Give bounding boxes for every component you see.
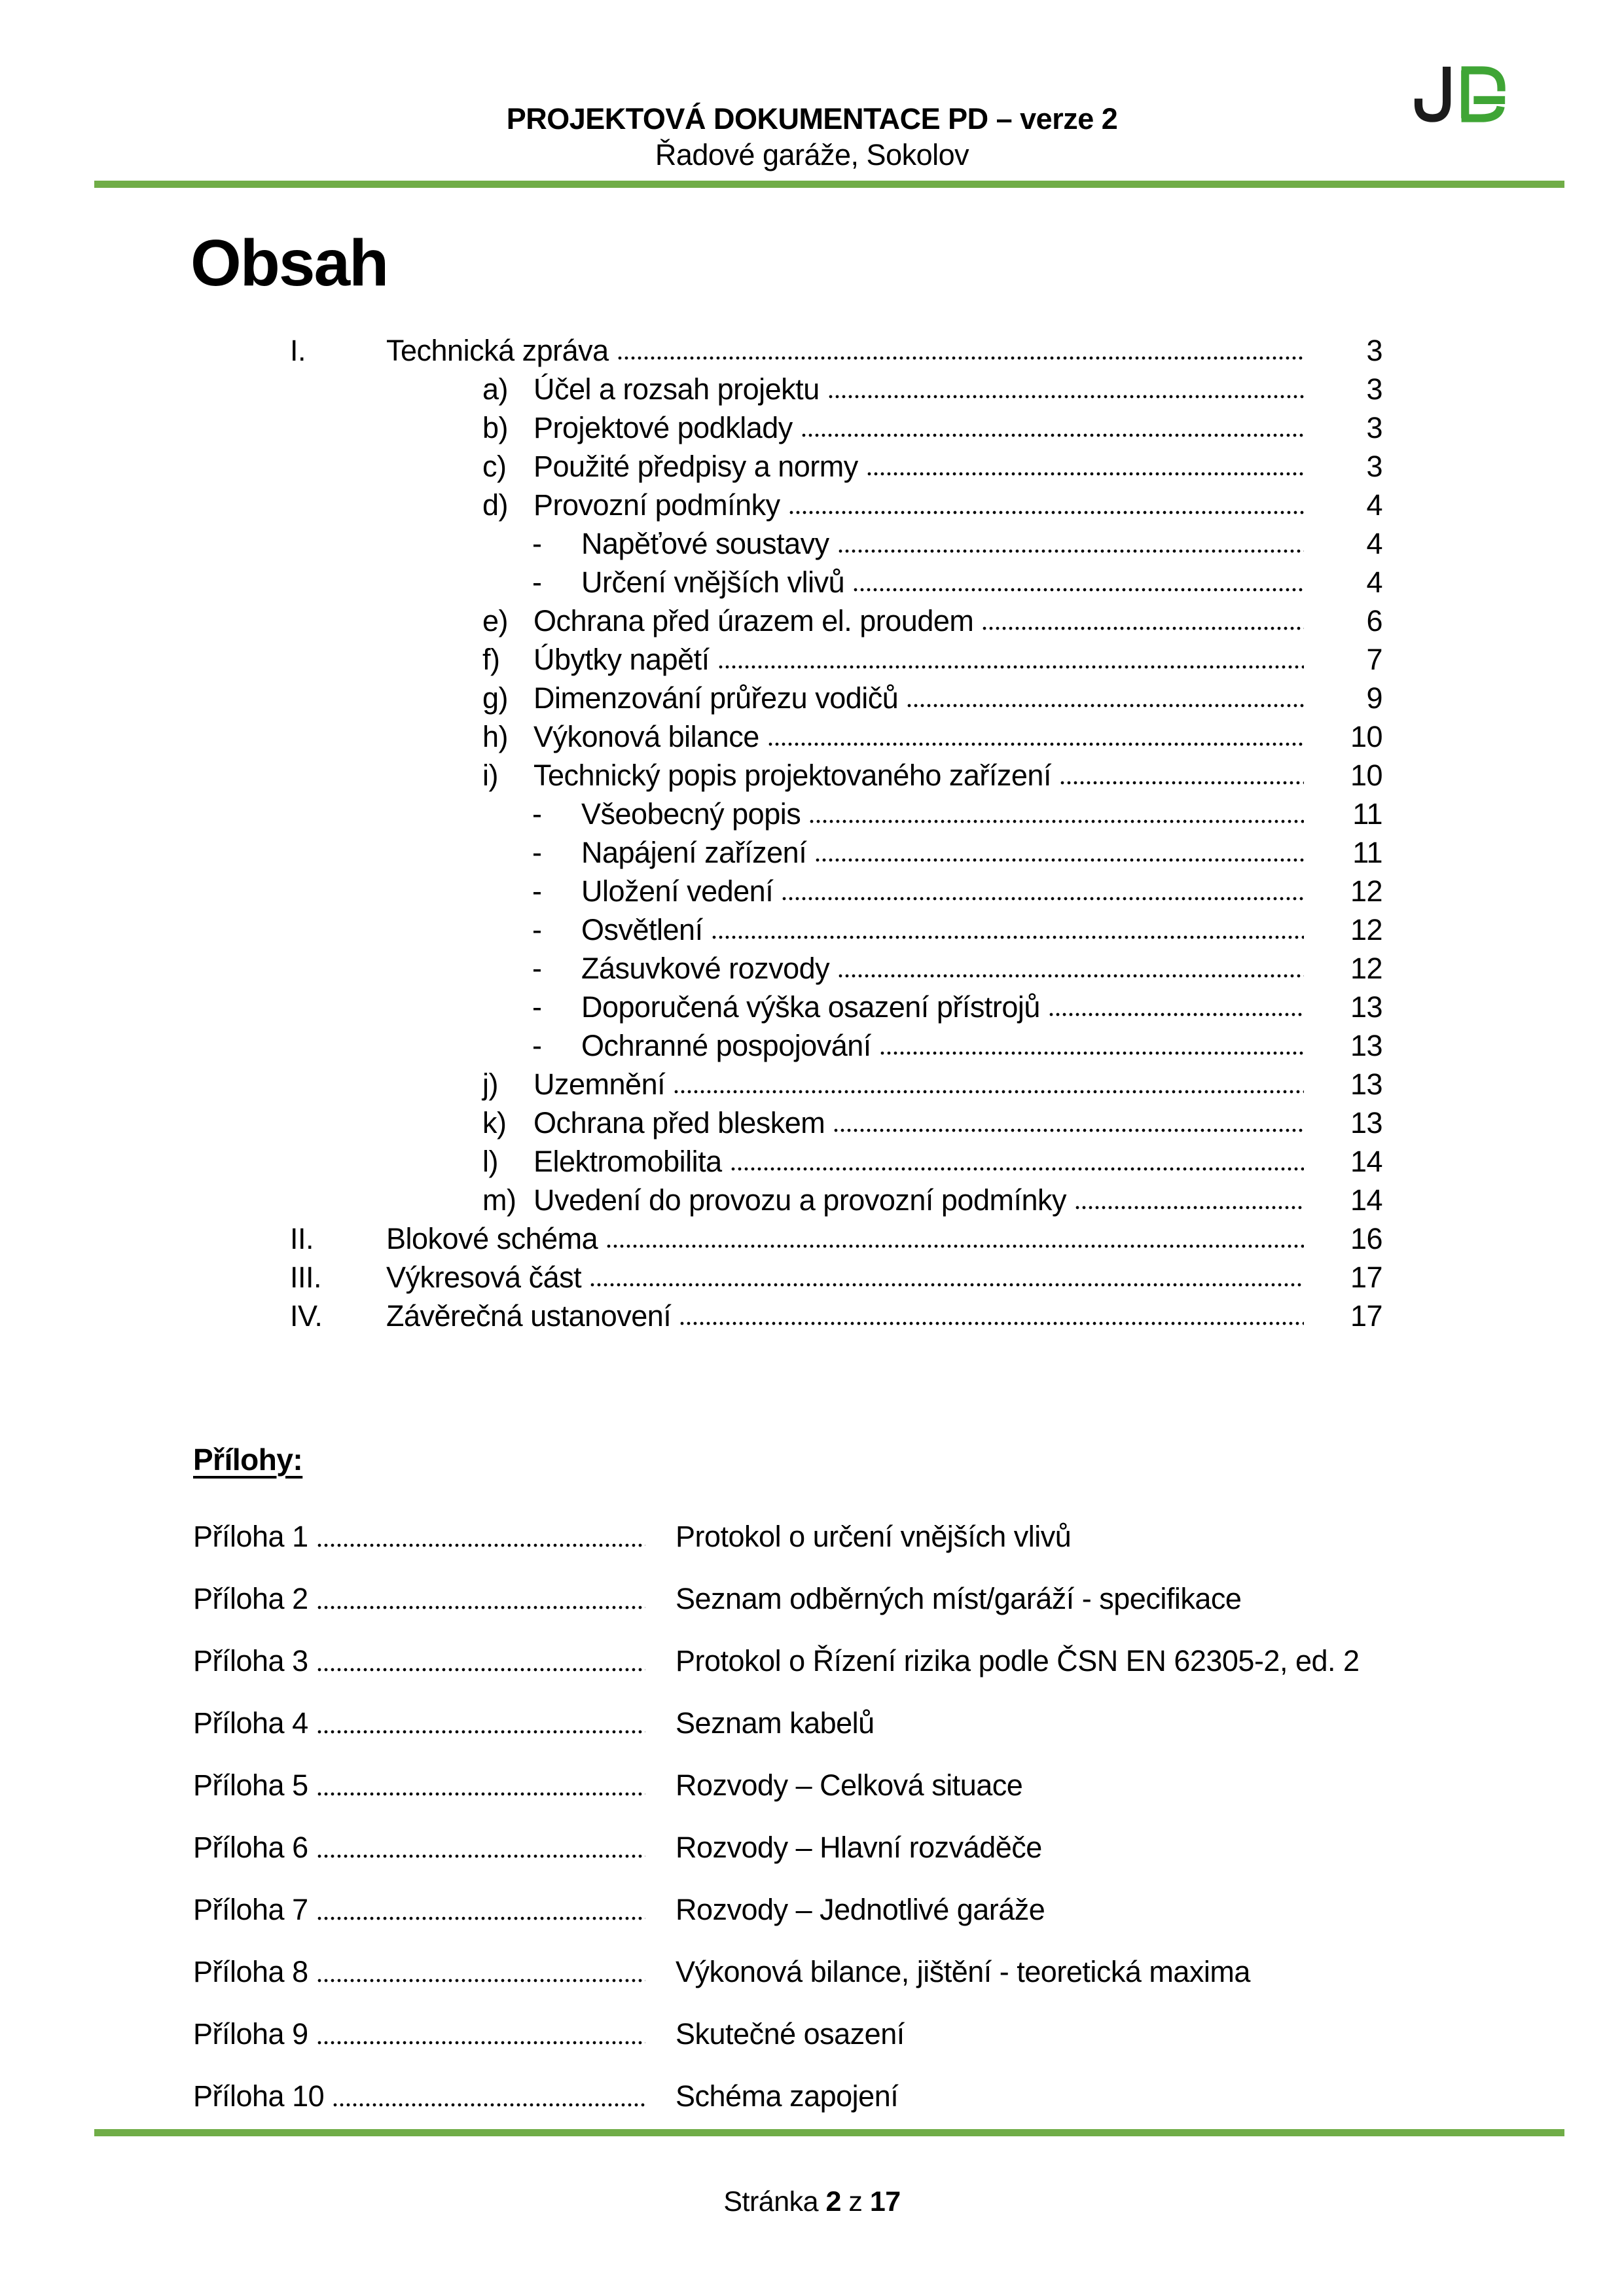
- attachment-description: Protokol o Řízení rizika podle ČSN EN 62305-2, ed. 2: [676, 1644, 1360, 1677]
- dot-leader: [607, 1242, 1304, 1250]
- toc-entry: [0, 486, 1624, 524]
- attachment-row: [0, 1505, 1624, 1568]
- toc-entry-label: -: [532, 913, 542, 946]
- toc-entry-title: Účel a rozsah projektu: [533, 372, 820, 406]
- dot-leader: [317, 1541, 645, 1549]
- attachment-row: [0, 1630, 1624, 1692]
- dot-leader: [333, 2101, 645, 2109]
- attachment-row: [0, 1878, 1624, 1941]
- toc-page-number: 13: [1350, 990, 1382, 1024]
- toc-entry: [0, 447, 1624, 486]
- toc-entry-label: -: [532, 836, 542, 869]
- toc-entry-title: Ochranné pospojování: [581, 1029, 871, 1062]
- toc-entry-label: g): [482, 681, 509, 715]
- dot-leader: [839, 972, 1304, 980]
- dot-leader: [317, 1790, 645, 1798]
- toc-entry: [0, 1103, 1624, 1142]
- toc-page-number: 4: [1366, 488, 1382, 522]
- attachment-row: [0, 1754, 1624, 1816]
- toc-page-number: 17: [1350, 1261, 1382, 1294]
- attachment-label: Příloha 7: [193, 1893, 308, 1926]
- dot-leader: [317, 1728, 645, 1736]
- toc-page-number: 3: [1366, 411, 1382, 444]
- toc-entry: [0, 1258, 1624, 1297]
- toc-entry: [0, 601, 1624, 640]
- dot-leader: [1060, 779, 1304, 787]
- toc-entry-title: Uvedení do provozu a provozní podmínky: [533, 1183, 1066, 1217]
- toc-page-number: 17: [1350, 1299, 1382, 1333]
- toc-page-number: 13: [1350, 1029, 1382, 1062]
- dot-leader: [618, 354, 1304, 362]
- toc-page-number: 7: [1366, 643, 1382, 676]
- toc-page-number: 14: [1350, 1145, 1382, 1178]
- toc-page-number: 13: [1350, 1067, 1382, 1101]
- toc-entry-title: Použité předpisy a normy: [533, 450, 858, 483]
- toc-page-number: 3: [1366, 372, 1382, 406]
- toc-entry-label: IV.: [290, 1299, 323, 1333]
- dot-leader: [880, 1049, 1304, 1057]
- attachment-label: Příloha 8: [193, 1955, 308, 1988]
- dot-leader: [731, 1165, 1304, 1173]
- toc-page-number: 12: [1350, 874, 1382, 908]
- toc-entry: [0, 1219, 1624, 1258]
- toc-entry-label: h): [482, 720, 509, 753]
- attachment-label: Příloha 1: [193, 1520, 308, 1553]
- attachment-description: Rozvody – Celková situace: [676, 1768, 1023, 1802]
- toc-entry-title: Výkonová bilance: [533, 720, 759, 753]
- toc-entry-title: Elektromobilita: [533, 1145, 722, 1178]
- toc-entry-label: I.: [290, 334, 306, 367]
- toc-entry-title: Blokové schéma: [386, 1222, 598, 1255]
- toc-page-number: 4: [1366, 565, 1382, 599]
- dot-leader: [829, 393, 1304, 401]
- toc-entry: [0, 679, 1624, 717]
- attachments-list: [0, 1505, 1624, 2127]
- toc-page-number: 12: [1350, 952, 1382, 985]
- attachment-description: Seznam kabelů: [676, 1706, 875, 1740]
- attachment-row: [0, 1941, 1624, 2003]
- toc-entry-title: Projektové podklady: [533, 411, 793, 444]
- toc-entry-label: e): [482, 604, 509, 637]
- toc-entry-label: -: [532, 990, 542, 1024]
- dot-leader: [317, 1852, 645, 1860]
- dot-leader: [907, 702, 1304, 709]
- dot-leader: [317, 1914, 645, 1922]
- toc-entry: [0, 833, 1624, 872]
- attachment-label: Příloha 9: [193, 2017, 308, 2051]
- attachment-description: Protokol o určení vnějších vlivů: [676, 1520, 1072, 1553]
- dot-leader: [854, 586, 1304, 594]
- table-of-contents: [0, 331, 1624, 1335]
- toc-entry-title: Provozní podmínky: [533, 488, 780, 522]
- toc-page-number: 16: [1350, 1222, 1382, 1255]
- footer-divider: [94, 2129, 1564, 2136]
- dot-leader: [867, 470, 1304, 478]
- toc-entry-title: Uzemnění: [533, 1067, 666, 1101]
- attachment-label: Příloha 10: [193, 2079, 325, 2113]
- dot-leader: [317, 2039, 645, 2047]
- toc-entry-title: Technický popis projektovaného zařízení: [533, 759, 1051, 792]
- toc-entry: [0, 370, 1624, 408]
- toc-entry-title: Uložení vedení: [581, 874, 774, 908]
- toc-entry-title: Ochrana před úrazem el. proudem: [533, 604, 974, 637]
- toc-entry-title: Úbytky napětí: [533, 643, 710, 676]
- footer-current-page: 2: [825, 2186, 841, 2217]
- attachment-description: Rozvody – Hlavní rozváděče: [676, 1831, 1042, 1864]
- toc-page-number: 12: [1350, 913, 1382, 946]
- dot-leader: [1049, 1011, 1304, 1018]
- toc-entry-title: Zásuvkové rozvody: [581, 952, 830, 985]
- attachment-row: [0, 1692, 1624, 1754]
- attachment-description: Seznam odběrných míst/garáží - specifikace: [676, 1582, 1242, 1615]
- toc-entry: [0, 640, 1624, 679]
- toc-entry-label: -: [532, 874, 542, 908]
- toc-entry-title: Dimenzování průřezu vodičů: [533, 681, 899, 715]
- attachment-row: [0, 1816, 1624, 1878]
- toc-entry-title: Osvětlení: [581, 913, 703, 946]
- attachment-label: Příloha 5: [193, 1768, 308, 1802]
- toc-entry: [0, 795, 1624, 833]
- header-divider: [94, 181, 1564, 188]
- toc-page-number: 10: [1350, 720, 1382, 753]
- dot-leader: [590, 1281, 1304, 1289]
- toc-entry: [0, 949, 1624, 988]
- toc-page-number: 4: [1366, 527, 1382, 560]
- toc-page-number: 10: [1350, 759, 1382, 792]
- attachment-description: Rozvody – Jednotlivé garáže: [676, 1893, 1045, 1926]
- toc-entry-title: Závěrečná ustanovení: [386, 1299, 672, 1333]
- toc-entry-label: a): [482, 372, 509, 406]
- dot-leader: [680, 1319, 1304, 1327]
- toc-page-number: 13: [1350, 1106, 1382, 1139]
- toc-entry: [0, 563, 1624, 601]
- dot-leader: [816, 856, 1304, 864]
- dot-leader: [317, 1604, 645, 1611]
- dot-leader: [317, 1666, 645, 1674]
- toc-entry-title: Napěťové soustavy: [581, 527, 829, 560]
- dot-leader: [719, 663, 1304, 671]
- attachment-row: [0, 2065, 1624, 2127]
- toc-entry-label: j): [482, 1067, 498, 1101]
- toc-page-number: 3: [1366, 334, 1382, 367]
- attachment-description: Schéma zapojení: [676, 2079, 899, 2113]
- toc-entry: [0, 1142, 1624, 1181]
- attachment-label: Příloha 6: [193, 1831, 308, 1864]
- toc-page-number: 6: [1366, 604, 1382, 637]
- toc-entry: [0, 717, 1624, 756]
- toc-entry-title: Ochrana před bleskem: [533, 1106, 825, 1139]
- dot-leader: [834, 1126, 1304, 1134]
- document-subtitle: Řadové garáže, Sokolov: [655, 138, 969, 171]
- page-number-footer: [0, 2186, 1624, 2218]
- attachment-description: Výkonová bilance, jištění - teoretická maxima: [676, 1955, 1250, 1988]
- footer-separator: z: [848, 2186, 863, 2217]
- toc-entry: [0, 756, 1624, 795]
- dot-leader: [839, 547, 1304, 555]
- dot-leader: [782, 895, 1304, 903]
- toc-entry-label: -: [532, 565, 542, 599]
- toc-page-number: 9: [1366, 681, 1382, 715]
- footer-label: Stránka: [723, 2186, 819, 2217]
- toc-entry: [0, 1065, 1624, 1103]
- toc-entry: [0, 1026, 1624, 1065]
- toc-entry-title: Napájení zařízení: [581, 836, 807, 869]
- toc-entry-label: f): [482, 643, 500, 676]
- company-logo-icon: [1409, 63, 1507, 126]
- attachment-label: Příloha 2: [193, 1582, 308, 1615]
- dot-leader: [317, 1977, 645, 1984]
- attachments-heading: Přílohy:: [193, 1443, 303, 1477]
- attachment-row: [0, 1568, 1624, 1630]
- dot-leader: [789, 509, 1304, 516]
- attachment-label: Příloha 3: [193, 1644, 308, 1677]
- toc-entry-label: b): [482, 411, 509, 444]
- toc-heading: Obsah: [190, 226, 388, 300]
- dot-leader: [802, 431, 1304, 439]
- toc-entry-label: k): [482, 1106, 507, 1139]
- footer-total-pages: 17: [869, 2186, 901, 2217]
- toc-page-number: 14: [1350, 1183, 1382, 1217]
- toc-entry-label: c): [482, 450, 507, 483]
- dot-leader: [983, 624, 1304, 632]
- toc-entry-title: Doporučená výška osazení přístrojů: [581, 990, 1040, 1024]
- toc-entry-label: -: [532, 1029, 542, 1062]
- toc-entry: [0, 910, 1624, 949]
- toc-entry: [0, 1297, 1624, 1335]
- document-title: PROJEKTOVÁ DOKUMENTACE PD – verze 2: [506, 102, 1118, 135]
- toc-entry-title: Určení vnějších vlivů: [581, 565, 845, 599]
- toc-entry: [0, 988, 1624, 1026]
- toc-entry-label: -: [532, 952, 542, 985]
- toc-entry: [0, 331, 1624, 370]
- toc-entry-label: d): [482, 488, 509, 522]
- toc-entry-label: l): [482, 1145, 498, 1178]
- toc-entry-label: III.: [290, 1261, 322, 1294]
- attachment-description: Skutečné osazení: [676, 2017, 905, 2051]
- toc-entry-title: Všeobecný popis: [581, 797, 801, 831]
- toc-entry: [0, 524, 1624, 563]
- dot-leader: [810, 817, 1304, 825]
- toc-entry-label: -: [532, 527, 542, 560]
- toc-entry-label: II.: [290, 1222, 314, 1255]
- dot-leader: [674, 1088, 1304, 1096]
- attachment-label: Příloha 4: [193, 1706, 308, 1740]
- toc-page-number: 11: [1352, 836, 1382, 869]
- toc-page-number: 3: [1366, 450, 1382, 483]
- toc-entry-label: i): [482, 759, 498, 792]
- toc-entry: [0, 872, 1624, 910]
- toc-page-number: 11: [1352, 797, 1382, 831]
- toc-entry: [0, 408, 1624, 447]
- dot-leader: [712, 933, 1304, 941]
- toc-entry-title: Výkresová část: [386, 1261, 582, 1294]
- toc-entry-label: -: [532, 797, 542, 831]
- dot-leader: [768, 740, 1304, 748]
- toc-entry-label: m): [482, 1183, 516, 1217]
- dot-leader: [1075, 1204, 1304, 1211]
- attachment-row: [0, 2003, 1624, 2065]
- toc-entry-title: Technická zpráva: [386, 334, 609, 367]
- toc-entry: [0, 1181, 1624, 1219]
